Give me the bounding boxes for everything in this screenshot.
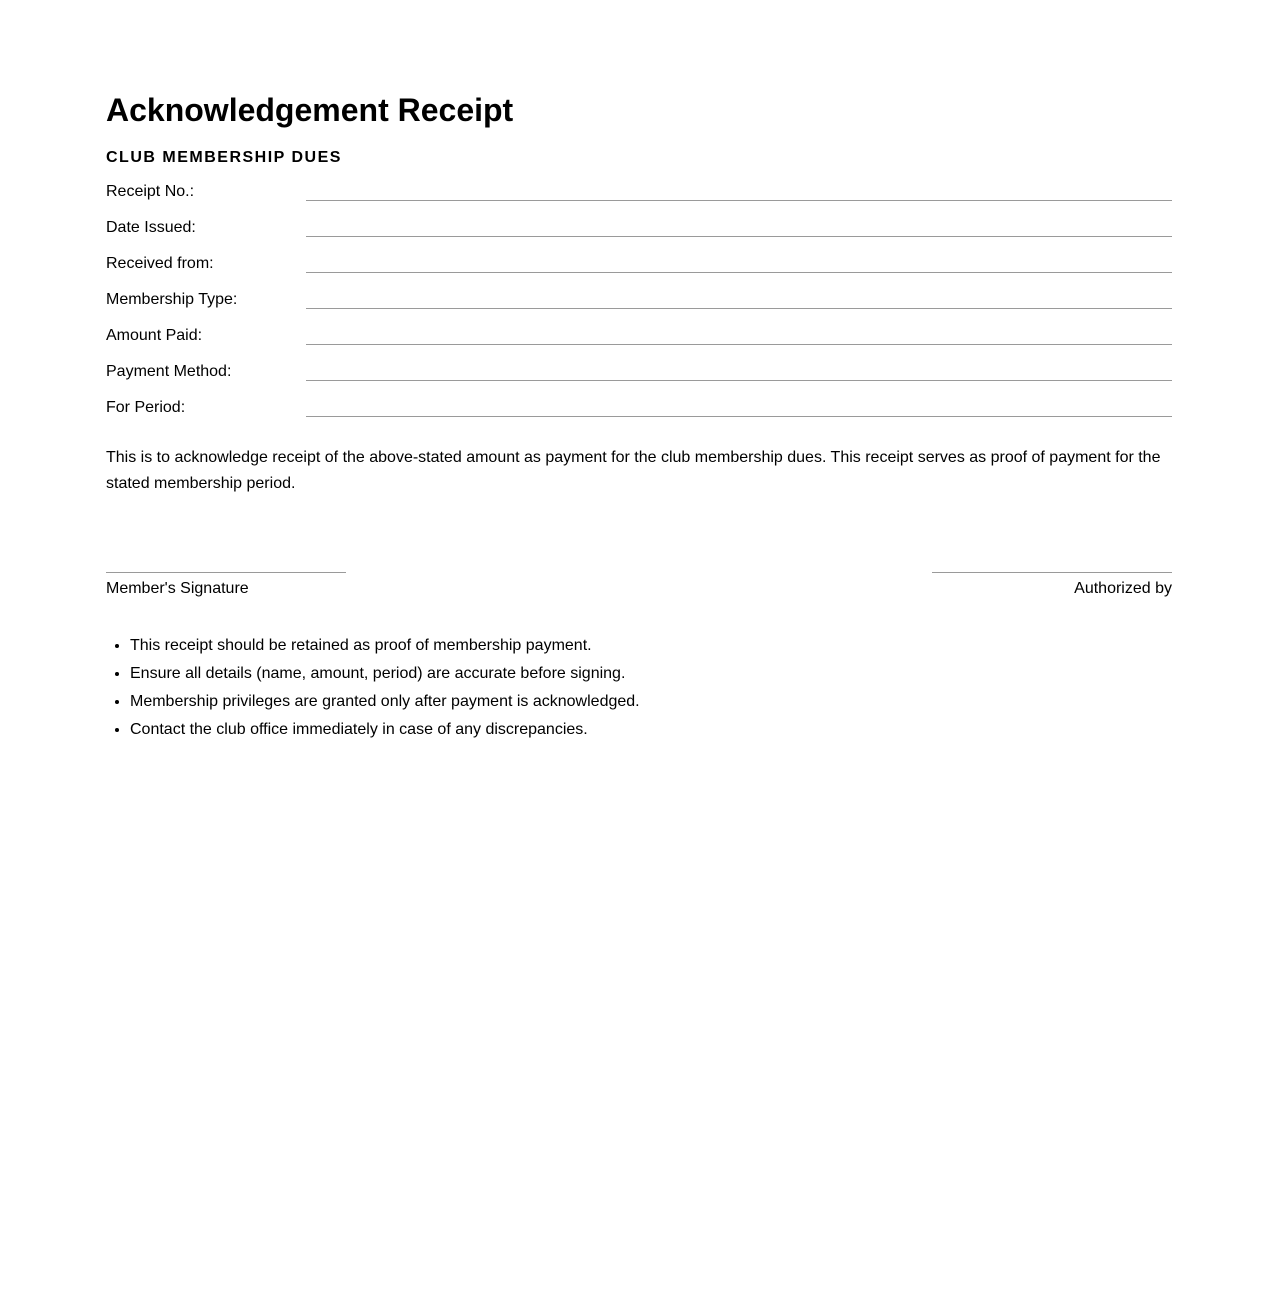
member-signature-line[interactable] (106, 572, 346, 573)
notes-list (106, 632, 640, 744)
list-item: • Membership privileges are granted only after payment is acknowledged. (130, 688, 640, 716)
authorized-by-label: Authorized by (1074, 580, 1172, 597)
list-item: • Ensure all details (name, amount, period) are accurate before signing. (130, 660, 640, 688)
membership-type-line[interactable] (306, 308, 1172, 309)
field-received-from (106, 252, 1172, 288)
field-amount-paid (106, 324, 1172, 360)
member-signature-label: Member's Signature (106, 580, 249, 597)
field-label: Date Issued: (106, 219, 196, 236)
receipt-no-line[interactable] (306, 200, 1172, 201)
field-membership-type (106, 288, 1172, 324)
field-label: Payment Method: (106, 363, 232, 380)
field-date-issued (106, 216, 1172, 252)
member-signature-block (106, 572, 346, 599)
authorized-signature-block (932, 572, 1172, 599)
date-issued-line[interactable] (306, 236, 1172, 237)
document-subtitle: CLUB MEMBERSHIP DUES (106, 149, 342, 166)
payment-method-line[interactable] (306, 380, 1172, 381)
authorized-signature-line[interactable] (932, 572, 1172, 573)
for-period-line[interactable] (306, 416, 1172, 417)
field-label: Receipt No.: (106, 183, 195, 200)
field-label: For Period: (106, 399, 186, 416)
amount-paid-line[interactable] (306, 344, 1172, 345)
acknowledgement-statement: This is to acknowledge receipt of the above-stated amount as payment for the club membership dues. This receipt serves as proof of payment for the stated membership period. (106, 449, 1161, 492)
field-for-period (106, 396, 1172, 432)
field-payment-method (106, 360, 1172, 396)
list-item: • Contact the club office immediately in case of any discrepancies. (130, 716, 640, 744)
receipt-fields (106, 180, 1172, 432)
field-label: Received from: (106, 255, 214, 272)
document-title: Acknowledgement Receipt (106, 92, 514, 128)
list-item: • This receipt should be retained as proof of membership payment. (130, 632, 640, 660)
field-label: Amount Paid: (106, 327, 203, 344)
field-label: Membership Type: (106, 291, 238, 308)
field-receipt-no (106, 180, 1172, 216)
received-from-line[interactable] (306, 272, 1172, 273)
